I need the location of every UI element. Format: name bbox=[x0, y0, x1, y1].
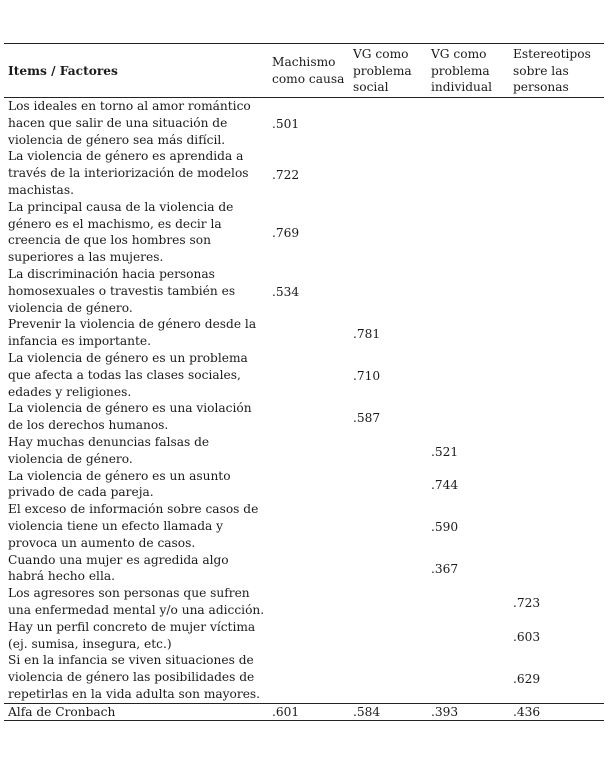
loading-f1 bbox=[269, 468, 350, 502]
loading-f3 bbox=[428, 400, 510, 434]
header-factor-2: VG como problema social bbox=[353, 46, 412, 95]
loading-f4 bbox=[510, 148, 604, 198]
loading-f4: .723 bbox=[513, 596, 541, 610]
loading-f1 bbox=[269, 434, 350, 468]
alpha-label: Alfa de Cronbach bbox=[8, 704, 116, 719]
loading-f1 bbox=[269, 316, 350, 350]
item-text: Los ideales en torno al amor romántico hacen que salir de una situación de violencia de género sea más difícil. bbox=[8, 99, 251, 147]
header-factor-4: Estereotipos sobre las personas bbox=[513, 46, 591, 95]
item-text: Si en la infancia se viven situaciones de violencia de género las posibilidades de repetirlas en la vida adulta son mayores. bbox=[8, 653, 261, 701]
loading-f3 bbox=[428, 652, 510, 703]
loading-f2 bbox=[350, 98, 428, 149]
item-text: Los agresores son personas que sufren una enfermedad mental y/o una adicción. bbox=[8, 586, 265, 617]
loading-f4 bbox=[510, 552, 604, 586]
loading-f4 bbox=[510, 199, 604, 266]
loading-f3 bbox=[428, 619, 510, 653]
item-text: Hay un perfil concreto de mujer víctima (ej. sumisa, insegura, etc.) bbox=[8, 619, 256, 651]
loading-f2 bbox=[350, 501, 428, 551]
loading-f1: .501 bbox=[272, 117, 300, 132]
loading-f2 bbox=[350, 468, 428, 502]
header-items: Items / Factores bbox=[8, 63, 118, 78]
table-row bbox=[4, 619, 604, 653]
table-row bbox=[4, 316, 604, 350]
loading-f1 bbox=[269, 619, 350, 653]
item-text: La violencia de género es un asunto privado de cada pareja. bbox=[8, 468, 231, 500]
loading-f4 bbox=[510, 468, 604, 502]
loading-f4 bbox=[510, 400, 604, 434]
item-text: La violencia de género es una violación de los derechos humanos. bbox=[8, 401, 252, 433]
item-text: La violencia de género es aprendida a través de la interiorización de modelos machistas. bbox=[8, 149, 249, 197]
table-row bbox=[4, 434, 604, 468]
table-header-row bbox=[4, 44, 604, 98]
loading-f4: .629 bbox=[513, 671, 541, 686]
loading-f2: .587 bbox=[353, 411, 381, 426]
loading-f3: .367 bbox=[431, 562, 459, 577]
item-text: Cuando una mujer es agredida algo habrá hecho ella. bbox=[8, 552, 229, 584]
table-row bbox=[4, 98, 604, 149]
loading-f1 bbox=[269, 400, 350, 434]
loading-f4 bbox=[510, 501, 604, 551]
loading-f1: .534 bbox=[272, 285, 300, 300]
item-text: El exceso de información sobre casos de violencia tiene un efecto llamada y provoca un aumento de casos. bbox=[8, 502, 259, 550]
loading-f4 bbox=[510, 316, 604, 350]
loading-f1 bbox=[269, 585, 350, 619]
loading-f4 bbox=[510, 266, 604, 316]
loading-f2: .710 bbox=[353, 369, 381, 384]
loading-f1 bbox=[269, 552, 350, 586]
alpha-f3: .393 bbox=[431, 704, 459, 719]
loading-f3 bbox=[428, 316, 510, 350]
item-text: La discriminación hacia personas homosexuales o travestis también es violencia de género. bbox=[8, 266, 236, 315]
table-row bbox=[4, 501, 604, 551]
alpha-row bbox=[4, 703, 604, 721]
loading-f2 bbox=[350, 199, 428, 266]
loading-f2 bbox=[350, 434, 428, 468]
loading-f2 bbox=[350, 619, 428, 653]
loading-f1 bbox=[269, 501, 350, 551]
loading-f3: .521 bbox=[431, 444, 459, 459]
table-row bbox=[4, 266, 604, 316]
item-text: La principal causa de la violencia de género es el machismo, es decir la creencia de que los hombres son superiores a las mujeres. bbox=[8, 199, 234, 265]
loading-f2 bbox=[350, 552, 428, 586]
alpha-f2: .584 bbox=[353, 704, 381, 719]
header-factor-3: VG como problema individual bbox=[431, 46, 493, 95]
loading-f4 bbox=[510, 434, 604, 468]
item-text: La violencia de género es un problema que afecta a todas las clases sociales, edades y religiones. bbox=[8, 350, 248, 399]
loading-f2 bbox=[350, 652, 428, 703]
item-text: Prevenir la violencia de género desde la infancia es importante. bbox=[8, 317, 257, 349]
table-row bbox=[4, 199, 604, 266]
loading-f4: .603 bbox=[513, 629, 541, 644]
table-row bbox=[4, 468, 604, 502]
loading-f3: .744 bbox=[431, 478, 459, 493]
loading-f3 bbox=[428, 585, 510, 619]
loading-f3 bbox=[428, 199, 510, 266]
loading-f1 bbox=[269, 652, 350, 703]
loading-f1: .769 bbox=[272, 226, 300, 241]
loading-f3 bbox=[428, 266, 510, 316]
table-row bbox=[4, 350, 604, 400]
table-row bbox=[4, 585, 604, 619]
loading-f3 bbox=[428, 98, 510, 149]
header-factor-1: Machismo como causa bbox=[272, 55, 345, 86]
loading-f2: .781 bbox=[353, 327, 381, 342]
table-row bbox=[4, 552, 604, 586]
alpha-f4: .436 bbox=[513, 704, 541, 719]
loading-f4 bbox=[510, 350, 604, 400]
item-text: Hay muchas denuncias falsas de violencia de género. bbox=[8, 434, 210, 466]
table-row bbox=[4, 400, 604, 434]
table-row bbox=[4, 652, 604, 703]
loading-f2 bbox=[350, 266, 428, 316]
loading-f3 bbox=[428, 148, 510, 198]
loading-f1: .722 bbox=[272, 167, 300, 182]
loading-f4 bbox=[510, 98, 604, 149]
loading-f3: .590 bbox=[431, 520, 459, 535]
loading-f2 bbox=[350, 585, 428, 619]
loading-f1 bbox=[269, 350, 350, 400]
table-row bbox=[4, 148, 604, 198]
factor-loadings-table bbox=[4, 43, 604, 721]
alpha-f1: .601 bbox=[272, 704, 300, 719]
loading-f2 bbox=[350, 148, 428, 198]
loading-f3 bbox=[428, 350, 510, 400]
